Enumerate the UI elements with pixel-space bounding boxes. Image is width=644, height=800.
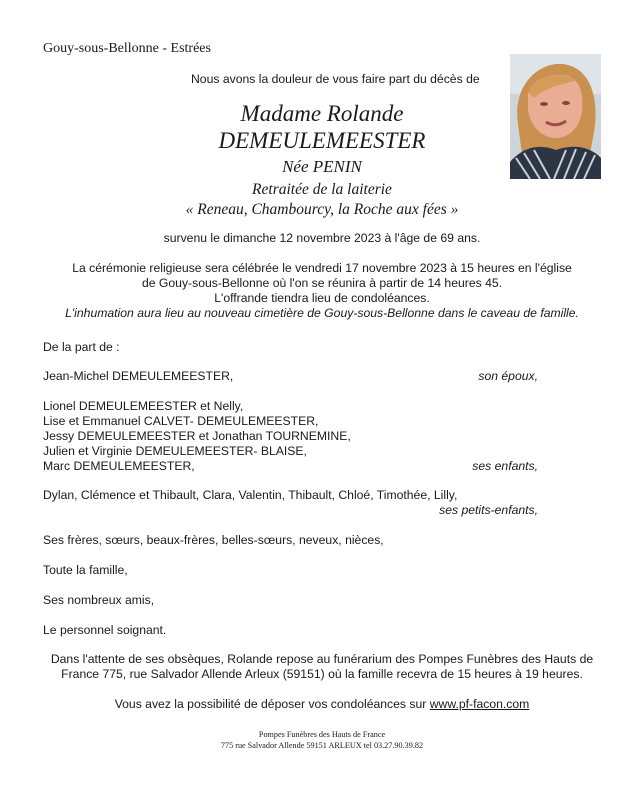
family-intro: De la part de : [43,340,120,354]
child-item: Julien et Virginie DEMEULEMEESTER- BLAISE, [43,444,307,458]
condolences-line [0,697,644,712]
children-role: ses enfants, [472,459,538,473]
caregivers-line: Le personnel soignant. [43,623,167,637]
footer-company: Pompes Funèbres des Hauts de France [258,730,386,739]
intro-text: Nous avons la douleur de vous faire part du décès de [191,72,480,86]
condolences-link[interactable]: www.pf-facon.com [429,697,530,711]
condolences-text: Vous avez la possibilité de déposer vos condoléances sur [114,697,427,711]
birth-name: Née PENIN [282,157,362,176]
burial-notice: L'inhumation aura lieu au nouveau cimetière de Gouy-sous-Bellonne dans le caveau de famille. [65,306,579,320]
child-item: Lise et Emmanuel CALVET- DEMEULEMEESTER, [43,414,319,428]
spouse-name: Jean-Michel DEMEULEMEESTER, [43,369,234,383]
occupation: Retraitée de la laiterie [252,181,392,198]
siblings-line: Ses frères, sœurs, beaux-frères, belles-sœurs, neveux, nièces, [43,533,384,547]
rest-line1: Dans l'attente de ses obsèques, Rolande repose au funérarium des Pompes Funèbres des Hauts de [50,652,594,666]
family-line: Toute la famille, [43,563,128,577]
deceased-surname: DEMEULEMEESTER [218,128,426,153]
occupation-detail: « Reneau, Chambourcy, la Roche aux fées » [185,201,459,218]
deceased-name-line1: Madame Rolande [240,101,404,126]
grandchildren-role: ses petits-enfants, [439,503,538,517]
child-item: Jessy DEMEULEMEESTER et Jonathan TOURNEMINE, [43,429,351,443]
location-header: Gouy-sous-Bellonne - Estrées [43,41,211,56]
child-item: Lionel DEMEULEMEESTER et Nelly, [43,399,244,413]
spouse-role: son époux, [478,369,538,383]
grandchildren-names: Dylan, Clémence et Thibault, Clara, Valentin, Thibault, Chloé, Timothée, Lilly, [43,488,458,502]
friends-line: Ses nombreux amis, [43,593,155,607]
ceremony-line3: L'offrande tiendra lieu de condoléances. [214,291,430,305]
ceremony-line1: La cérémonie religieuse sera célébrée le vendredi 17 novembre 2023 à 15 heures en l'église [72,261,572,275]
child-item: Marc DEMEULEMEESTER, [43,459,195,473]
ceremony-line2: de Gouy-sous-Bellonne où l'on se réunira à partir de 14 heures 45. [141,276,503,290]
footer-address: 775 rue Salvador Allende 59151 ARLEUX tel 03.27.90.39.82 [220,741,424,750]
death-notice: survenu le dimanche 12 novembre 2023 à l'âge de 69 ans. [163,231,481,245]
rest-line2: France 775, rue Salvador Allende Arleux (59151) où la famille recevra de 15 heures à 19 heures. [61,667,583,681]
